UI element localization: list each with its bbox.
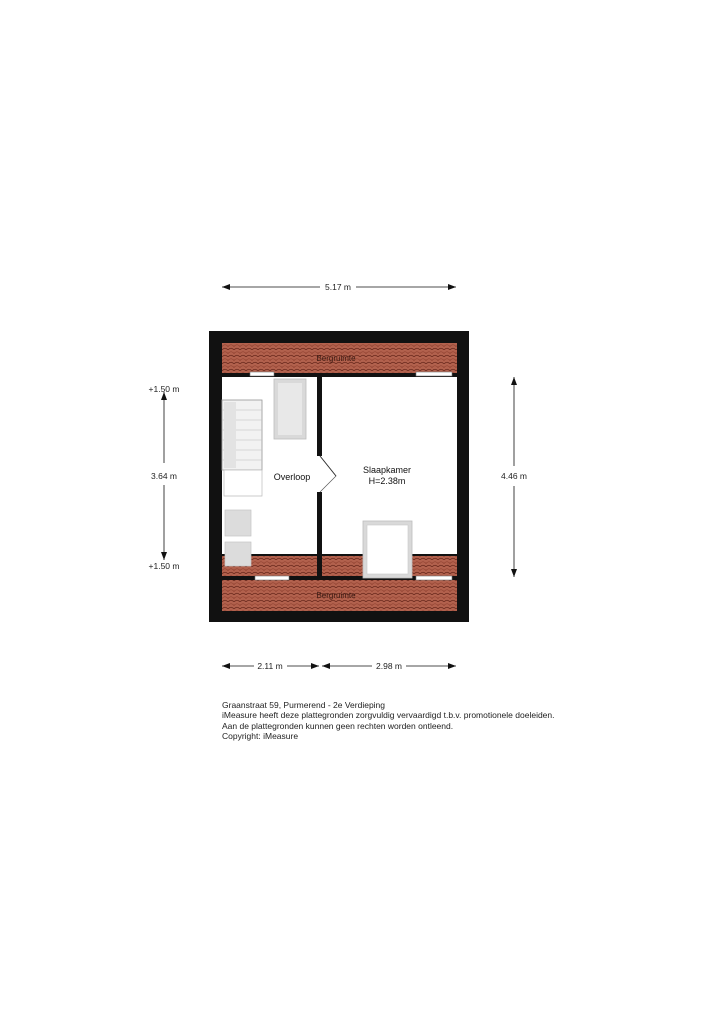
dimension-left-height — [149, 384, 180, 571]
footer-caption — [222, 700, 642, 741]
room-label-landing: Overloop — [273, 472, 311, 482]
skylight-bottom-left — [255, 576, 289, 580]
dimension-height-top-label: +1.50 m — [148, 384, 180, 394]
footer-disclaimer-1: iMeasure heeft deze plattegronden zorgvuldig vervaardigd t.b.v. promotionele doeleiden. — [222, 710, 555, 721]
dimension-inner-depth-label: 3.64 m — [151, 471, 177, 481]
footer-address: Graanstraat 59, Purmerend - 2e Verdieping — [222, 700, 386, 710]
dimension-total-depth-label: 4.46 m — [501, 471, 527, 481]
dimension-total-width-label: 5.17 m — [325, 282, 351, 292]
room-label-bedroom: Slaapkamer — [362, 465, 412, 475]
skylight-top-right — [416, 372, 452, 376]
roof-tiles-bottom — [222, 556, 457, 611]
dimension-total-width — [222, 282, 456, 292]
footer-disclaimer-2: Aan de plattegronden kunnen geen rechten worden ontleend. — [222, 720, 454, 731]
room-label-storage-top: Bergruimte — [316, 354, 356, 363]
dimension-height-bottom-label: +1.50 m — [148, 561, 180, 571]
footer-copyright: Copyright: iMeasure — [222, 730, 299, 741]
room-label-bedroom-height: H=2.38m — [368, 476, 406, 486]
skylight-top-left — [250, 372, 274, 376]
room-label-storage-bottom: Bergruimte — [316, 591, 356, 600]
fixture-dryer — [225, 542, 251, 566]
fixture-washer — [225, 510, 251, 536]
dimension-left-width-label: 2.11 m — [257, 661, 283, 671]
dimension-right-width-label: 2.98 m — [376, 661, 402, 671]
door-opening — [317, 456, 322, 492]
dimension-left-width — [222, 661, 319, 671]
dimension-right-width — [322, 661, 456, 671]
staircase — [222, 400, 262, 496]
dimension-total-depth — [501, 377, 527, 577]
skylight-bottom-right — [416, 576, 452, 580]
